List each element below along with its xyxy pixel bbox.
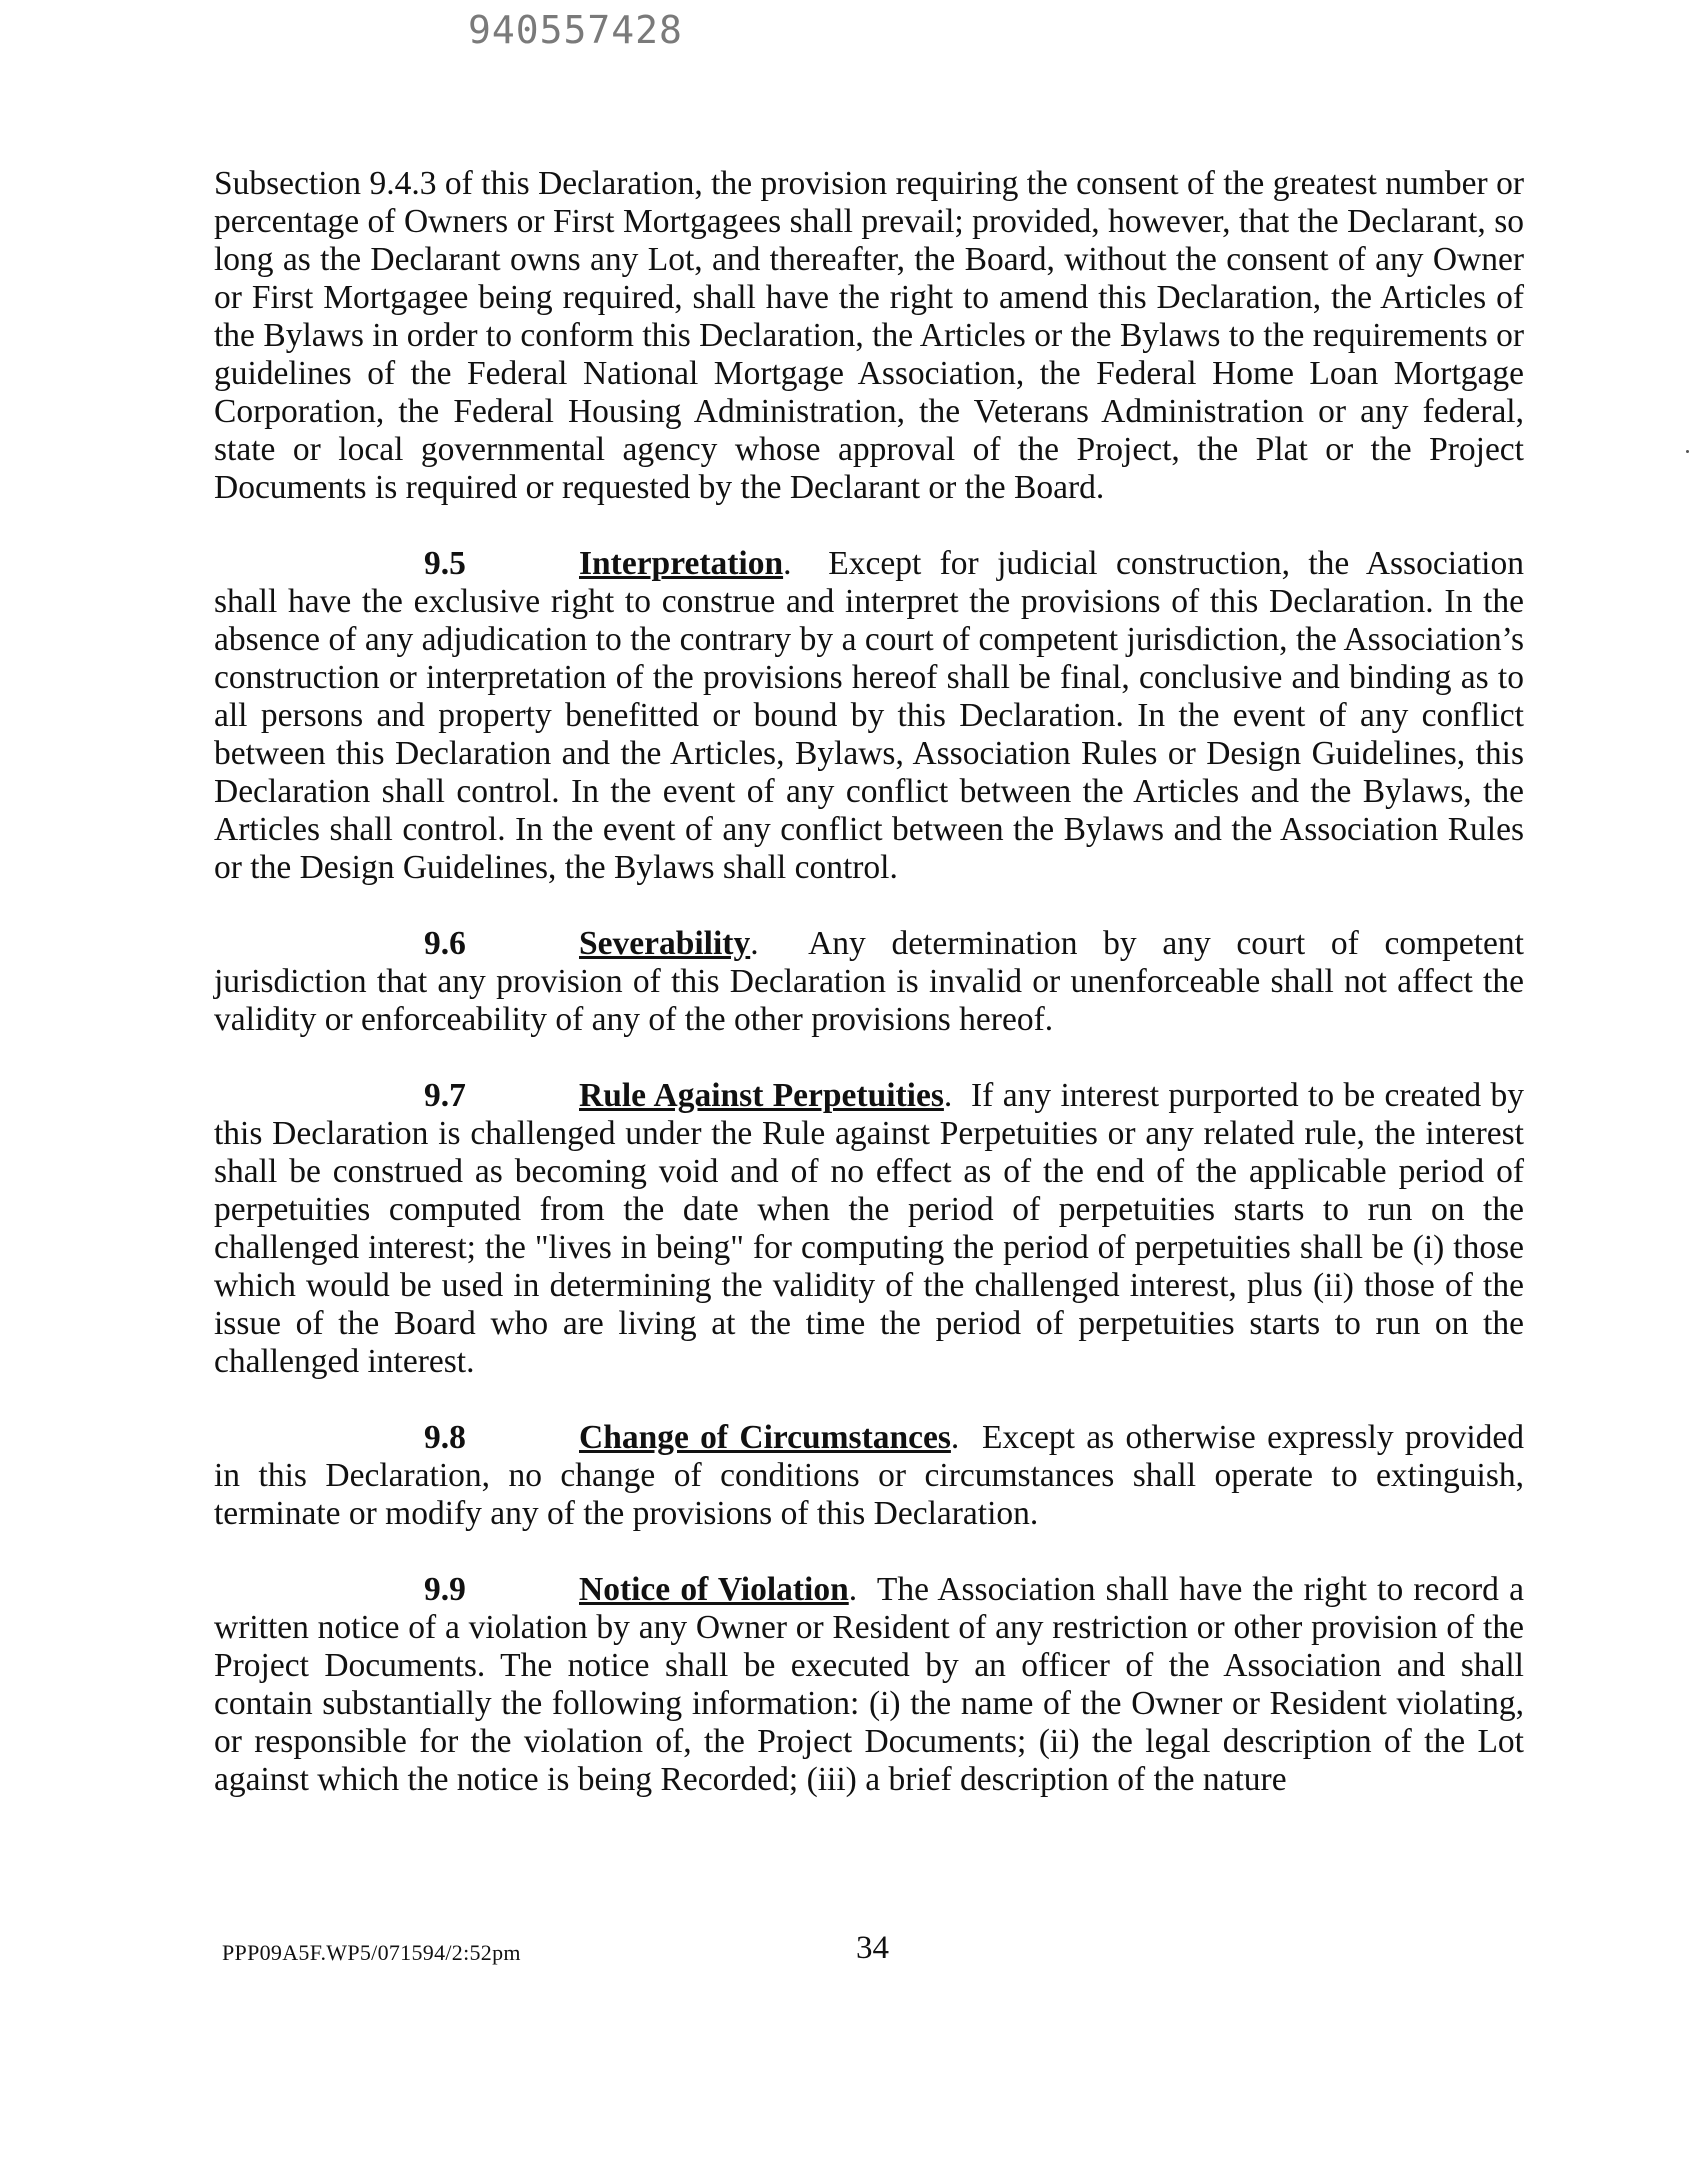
section-text: If any interest purported to be created by this Declaration is challenged under the Rule against Perpetuities or any related rule, the interest shall be construed as becoming void and of no effect as of the end of the applicable period of perpetuities computed from the date when the period of perpetuities starts to run on the challenged interest; the "lives in being" for computing the period of perpetuities shall be (i) those which would be used in determining the validity of the challenged interest, plus (ii) those of the issue of the Board who are living at the time the period of perpetuities starts to run on the challenged interest.: [214, 1077, 1525, 1380]
paragraph-continuation: [214, 165, 1524, 507]
section-9-9: 9.9 Notice of Violation. The Association shall have the right to record a written notice of a violation by any Owner or Resident of any restriction or other provision of the Project Documents. The notice shall be executed by an officer of the Association and shall contain substantially the following information: (i) the name of the Owner or Resident violating, or responsible for the violation of, the Project Documents; (ii) the legal description of the Lot against which the notice is being Recorded; (iii) a brief description of the nature: [214, 1571, 1524, 1798]
section-heading: Notice of Violation: [579, 1571, 849, 1608]
section-9-8: 9.8 Change of Circumstances. Except as otherwise expressly provided in this Declaration, no change of conditions or circumstances shall operate to extinguish, terminate or modify any of the provisions of this Declaration.: [214, 1419, 1525, 1532]
section-text: Any determination by any court of competent jurisdiction that any provision of this Declaration is invalid or unenforceable shall not affect the validity or enforceability of any of the other provisions hereof.: [214, 925, 1524, 1038]
section-number: 9.6: [424, 925, 466, 962]
section-text: Except for judicial construction, the Association shall have the exclusive right to construe and interpret the provisions of this Declaration. In the absence of any adjudication to the contrary by a court of competent jurisdiction, the Association’s construction or interpretation of the provisions hereof shall be final, conclusive and binding as to all persons and property benefitted or bound by this Declaration. In the event of any conflict between this Declaration and the Articles, Bylaws, Association Rules or Design Guidelines, this Declaration shall control. In the event of any conflict between the Articles and the Bylaws, the Articles shall control. In the event of any conflict between the Bylaws and the Association Rules or the Design Guidelines, the Bylaws shall control.: [214, 545, 1524, 886]
document-id-stamp: 940557428: [468, 8, 683, 52]
section-heading: Interpretation: [579, 545, 784, 582]
section-heading: Rule Against Perpetuities: [579, 1077, 944, 1114]
section-9-6: 9.6 Severability. Any determination by any court of competent jurisdiction that any provision of this Declaration is invalid or unenforceable shall not affect the validity or enforceability of any of the other provisions hereof.: [214, 925, 1524, 1038]
footer-file-reference: PPP09A5F.WP5/071594/2:52pm: [222, 1940, 521, 1965]
section-text: The Association shall have the right to record a written notice of a violation by any Owner or Resident of any restriction or other provision of the Project Documents. The notice shall be executed by an officer of the Association and shall contain substantially the following information: (i) the name of the Owner or Resident violating, or responsible for the violation of, the Project Documents; (ii) the legal description of the Lot against which the notice is being Recorded; (iii) a brief description of the nature: [214, 1571, 1524, 1798]
section-number: 9.7: [424, 1077, 466, 1114]
scan-speck: [1686, 450, 1689, 453]
section-heading: Change of Circumstances: [579, 1419, 951, 1456]
paragraph-text: Subsection 9.4.3 of this Declaration, the provision requiring the consent of the greatest number or percentage of Owners or First Mortgagees shall prevail; provided, however, that the Declarant, so long as the Declarant owns any Lot, and thereafter, the Board, without the consent of any Owner or First Mortgagee being required, shall have the right to amend this Declaration, the Articles of the Bylaws in order to conform this Declaration, the Articles or the Bylaws to the requirements or guidelines of the Federal National Mortgage Association, the Federal Home Loan Mortgage Corporation, the Federal Housing Administration, the Veterans Administration or any federal, state or local governmental agency whose approval of the Project, the Plat or the Project Documents is required or requested by the Declarant or the Board.: [214, 165, 1524, 506]
section-9-7: 9.7 Rule Against Perpetuities. If any interest purported to be created by this Declaration is challenged under the Rule against Perpetuities or any related rule, the interest shall be construed as becoming void and of no effect as of the end of the applicable period of perpetuities computed from the date when the period of perpetuities starts to run on the challenged interest; the "lives in being" for computing the period of perpetuities shall be (i) those which would be used in determining the validity of the challenged interest, plus (ii) those of the issue of the Board who are living at the time the period of perpetuities starts to run on the challenged interest.: [214, 1077, 1525, 1380]
document-body: [214, 165, 1524, 1837]
section-number: 9.9: [424, 1571, 466, 1608]
section-number: 9.8: [424, 1419, 466, 1456]
section-9-5: 9.5 Interpretation. Except for judicial construction, the Association shall have the exclusive right to construe and interpret the provisions of this Declaration. In the absence of any adjudication to the contrary by a court of competent jurisdiction, the Association’s construction or interpretation of the provisions hereof shall be final, conclusive and binding as to all persons and property benefitted or bound by this Declaration. In the event of any conflict between this Declaration and the Articles, Bylaws, Association Rules or Design Guidelines, this Declaration shall control. In the event of any conflict between the Articles and the Bylaws, the Articles shall control. In the event of any conflict between the Bylaws and the Association Rules or the Design Guidelines, the Bylaws shall control.: [214, 545, 1524, 886]
section-text: Except as otherwise expressly provided in this Declaration, no change of conditions or circumstances shall operate to extinguish, terminate or modify any of the provisions of this Declaration.: [214, 1419, 1525, 1532]
page-number: 34: [856, 1930, 889, 1966]
section-heading: Severability: [579, 925, 751, 962]
section-number: 9.5: [424, 545, 466, 582]
